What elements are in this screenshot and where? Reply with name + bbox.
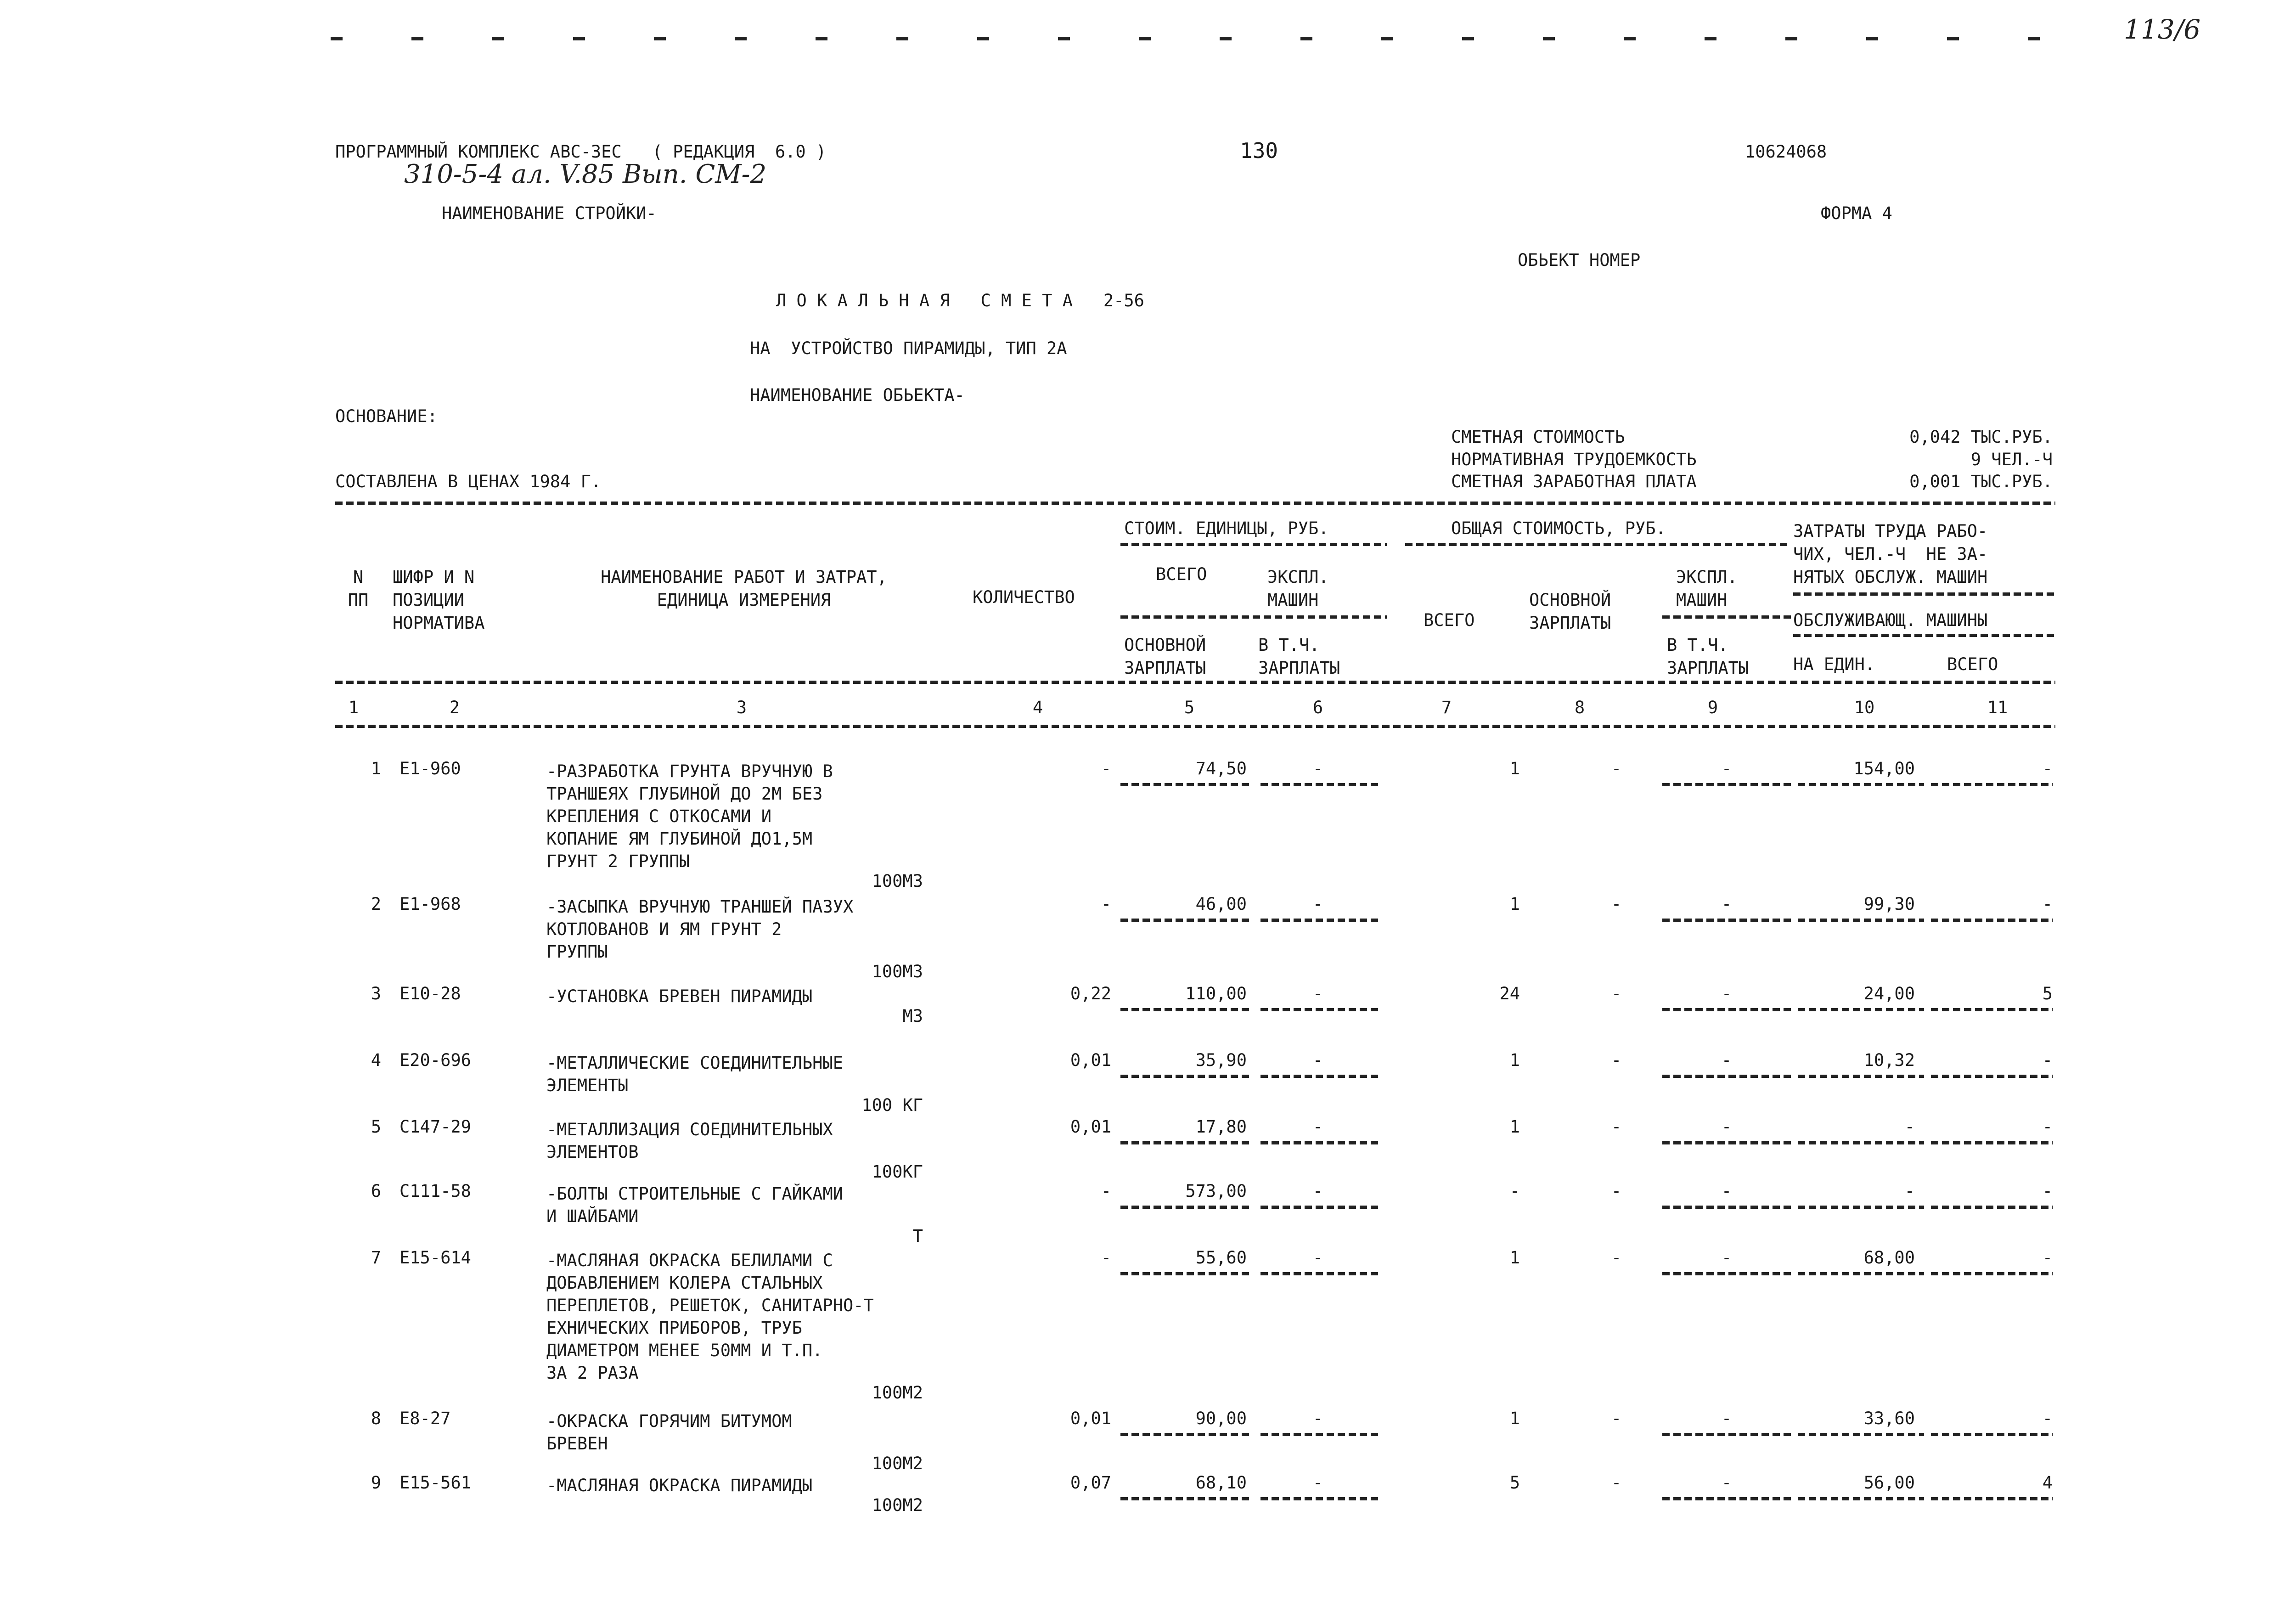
row-unit-total: 110,00 (1185, 984, 1247, 1003)
row-quantity: 0,07 (1070, 1473, 1111, 1493)
cell-divider (1662, 783, 1793, 786)
row-basic-salary: - (1611, 1409, 1622, 1428)
cell-divider (1662, 1075, 1793, 1078)
row-labor-total: - (2042, 1050, 2053, 1070)
row-total: 1 (1509, 1248, 1520, 1268)
cell-divider (1798, 783, 1924, 786)
row-total: 1 (1509, 894, 1520, 914)
document-code: 10624068 (1745, 142, 1827, 162)
row-labor-total: 4 (2042, 1473, 2053, 1493)
object-name-label: НАИМЕНОВАНИЕ ОБЬЕКТА- (750, 385, 965, 405)
row-machines: - (1721, 1409, 1732, 1428)
cell-divider (1662, 1008, 1793, 1011)
row-name: -ЗАСЫПКА ВРУЧНУЮ ТРАНШЕЙ ПАЗУХ КОТЛОВАНОВ И ЯМ ГРУНТ 2 ГРУППЫ (546, 897, 854, 962)
header-unit-machines: ЭКСПЛ. МАШИН (1267, 567, 1329, 610)
row-labor-total: - (2042, 759, 2053, 778)
row-labor-per-unit: - (1904, 1117, 1915, 1137)
row-labor-per-unit: 99,30 (1863, 894, 1915, 914)
cell-divider (1798, 1075, 1924, 1078)
row-unit-machines: - (1312, 984, 1323, 1003)
cell-divider (1798, 1008, 1924, 1011)
cell-divider (1931, 1141, 2053, 1144)
row-machines: - (1721, 1117, 1732, 1137)
row-quantity: - (1101, 759, 1111, 778)
row-name: -УСТАНОВКА БРЕВЕН ПИРАМИДЫ (546, 986, 813, 1006)
row-code: Е1-968 (400, 894, 461, 914)
summary-label: НОРМАТИВНАЯ ТРУДОЕМКОСТЬ (1451, 450, 1697, 469)
row-machines: - (1721, 984, 1732, 1003)
row-basic-salary: - (1611, 1248, 1622, 1268)
handwritten-id: 310-5-4 ал. V.85 Вып. СМ-2 (404, 159, 767, 189)
header-labor: ЗАТРАТЫ ТРУДА РАБО- ЧИХ, ЧЕЛ.-Ч НЕ ЗА- НЯТЫХ ОБСЛУЖ. МАШИН (1793, 521, 1988, 587)
column-number: 8 (1574, 698, 1585, 717)
cell-divider (1931, 1075, 2053, 1078)
cell-divider (1931, 1206, 2053, 1209)
row-unit: 100М3 (872, 871, 923, 891)
column-numbers-rule (335, 725, 2055, 728)
header-unit-total: ВСЕГО (1156, 564, 1207, 584)
row-unit-total: 90,00 (1195, 1409, 1247, 1428)
row-machines: - (1721, 894, 1732, 914)
row-unit: 100М3 (872, 962, 923, 981)
object-number-label: ОБЬЕКТ НОМЕР (1518, 250, 1641, 270)
header-rule (1120, 543, 1387, 546)
row-labor-total: - (2042, 1181, 2053, 1201)
cell-divider (1261, 1497, 1380, 1500)
row-unit: Т (912, 1226, 923, 1246)
cell-divider (1120, 1141, 1249, 1144)
cell-divider (1798, 1141, 1924, 1144)
cell-divider (1662, 1272, 1793, 1275)
row-machines: - (1721, 1050, 1732, 1070)
summary-label: СМЕТНАЯ СТОИМОСТЬ (1451, 427, 1625, 447)
header-incl-salary: В Т.Ч. ЗАРПЛАТЫ (1258, 635, 1340, 678)
estimate-subject: НА УСТРОЙСТВО ПИРАМИДЫ, ТИП 2А (750, 338, 1067, 358)
column-number: 5 (1184, 698, 1195, 717)
row-number: 6 (371, 1181, 381, 1201)
row-labor-total: - (2042, 1409, 2053, 1428)
row-labor-per-unit: 33,60 (1863, 1409, 1915, 1428)
row-quantity: 0,01 (1070, 1117, 1111, 1137)
row-number: 4 (371, 1050, 381, 1070)
cell-divider (1261, 1141, 1380, 1144)
row-machines: - (1721, 759, 1732, 778)
cell-divider (1931, 919, 2053, 922)
column-number: 7 (1441, 698, 1452, 717)
row-unit-total: 68,10 (1195, 1473, 1247, 1493)
cell-divider (1261, 919, 1380, 922)
row-unit-machines: - (1312, 1117, 1323, 1137)
row-number: 7 (371, 1248, 381, 1268)
cell-divider (1662, 1206, 1793, 1209)
cell-divider (1120, 1272, 1249, 1275)
row-total: 1 (1509, 1409, 1520, 1428)
header-rule (1405, 543, 1791, 546)
cell-divider (1798, 1272, 1924, 1275)
row-quantity: - (1101, 1248, 1111, 1268)
cell-divider (1261, 1433, 1380, 1436)
cell-divider (1662, 1141, 1793, 1144)
row-code: Е10-28 (400, 984, 461, 1003)
cell-divider (1662, 1497, 1793, 1500)
row-name: -РАЗРАБОТКА ГРУНТА ВРУЧНУЮ В ТРАНШЕЯХ ГЛУБИНОЙ ДО 2М БЕЗ КРЕПЛЕНИЯ С ОТКОСАМИ И КОПАНИЕ ЯМ ГЛУБИНОЙ ДО1,5М ГРУНТ 2 ГРУППЫ (546, 761, 833, 871)
row-unit: 100 КГ (861, 1095, 923, 1115)
cell-divider (1261, 1272, 1380, 1275)
cell-divider (1120, 1206, 1249, 1209)
row-unit: М3 (902, 1006, 923, 1026)
row-unit-total: 46,00 (1195, 894, 1247, 914)
row-unit-total: 74,50 (1195, 759, 1247, 778)
row-unit-total: 35,90 (1195, 1050, 1247, 1070)
row-unit-total: 17,80 (1195, 1117, 1247, 1137)
cell-divider (1120, 783, 1249, 786)
row-code: С147-29 (400, 1117, 471, 1137)
cell-divider (1261, 1075, 1380, 1078)
row-quantity: - (1101, 1181, 1111, 1201)
summary-value: 9 ЧЕЛ.-Ч (1970, 450, 2053, 469)
header-machines-2: ЭКСПЛ. МАШИН (1676, 567, 1738, 610)
column-number: 10 (1854, 698, 1875, 717)
row-labor-total: - (2042, 894, 2053, 914)
header-name: НАИМЕНОВАНИЕ РАБОТ И ЗАТРАТ, ЕДИНИЦА ИЗМЕРЕНИЯ (601, 567, 887, 610)
header-unit-cost: СТОИМ. ЕДИНИЦЫ, РУБ. (1124, 519, 1329, 538)
row-number: 5 (371, 1117, 381, 1137)
row-quantity: - (1101, 894, 1111, 914)
row-unit-machines: - (1312, 1050, 1323, 1070)
summary-value: 0,042 ТЫС.РУБ. (1909, 427, 2053, 447)
cell-divider (1798, 1433, 1924, 1436)
program-title: ПРОГРАММНЫЙ КОМПЛЕКС АВС-3ЕС ( РЕДАКЦИЯ 6.0 ) (335, 142, 827, 162)
row-number: 9 (371, 1473, 381, 1493)
cell-divider (1931, 1433, 2053, 1436)
row-quantity: 0,01 (1070, 1050, 1111, 1070)
row-labor-per-unit: 56,00 (1863, 1473, 1915, 1493)
header-rule (1120, 615, 1387, 619)
row-name: -МАСЛЯНАЯ ОКРАСКА БЕЛИЛАМИ С ДОБАВЛЕНИЕМ КОЛЕРА СТАЛЬНЫХ ПЕРЕПЛЕТОВ, РЕШЕТОК, САНИТАРНО-Т ЕХНИЧЕСКИХ ПРИБОРОВ, ТРУБ ДИАМЕТРОМ МЕНЕЕ 50ММ И Т.П. ЗА 2 РАЗА (546, 1251, 874, 1383)
construction-name-label: НАИМЕНОВАНИЕ СТРОЙКИ- (442, 203, 657, 223)
row-unit-machines: - (1312, 1473, 1323, 1493)
row-quantity: 0,22 (1070, 984, 1111, 1003)
row-basic-salary: - (1611, 894, 1622, 914)
header-serving: ОБСЛУЖИВАЮЩ. МАШИНЫ (1793, 610, 1988, 630)
top-dash-row (331, 37, 2048, 40)
prices-note: СОСТАВЛЕНА В ЦЕНАХ 1984 Г. (335, 472, 602, 491)
row-labor-per-unit: 154,00 (1853, 759, 1915, 778)
summary-label: СМЕТНАЯ ЗАРАБОТНАЯ ПЛАТА (1451, 472, 1697, 491)
header-total-cost: ОБЩАЯ СТОИМОСТЬ, РУБ. (1451, 519, 1666, 538)
form-label: ФОРМА 4 (1821, 203, 1892, 223)
row-name: -МЕТАЛЛИЗАЦИЯ СОЕДИНИТЕЛЬНЫХ ЭЛЕМЕНТОВ (546, 1120, 833, 1162)
cell-divider (1662, 919, 1793, 922)
column-number: 3 (736, 698, 747, 717)
row-total: - (1509, 1181, 1520, 1201)
row-total: 1 (1509, 1050, 1520, 1070)
cell-divider (1120, 919, 1249, 922)
row-labor-per-unit: 24,00 (1863, 984, 1915, 1003)
page-note: 113/6 (2124, 14, 2201, 45)
header-total-all: ВСЕГО (1424, 610, 1475, 630)
row-labor-per-unit: 10,32 (1863, 1050, 1915, 1070)
column-number: 2 (449, 698, 460, 717)
header-n: N ПП (348, 567, 369, 610)
header-all: ВСЕГО (1947, 654, 1998, 674)
column-number: 1 (348, 698, 359, 717)
row-quantity: 0,01 (1070, 1409, 1111, 1428)
row-basic-salary: - (1611, 1050, 1622, 1070)
header-base-salary: ОСНОВНОЙ ЗАРПЛАТЫ (1124, 635, 1206, 678)
column-number: 9 (1707, 698, 1718, 717)
row-number: 3 (371, 984, 381, 1003)
basis-label: ОСНОВАНИЕ: (335, 406, 438, 426)
cell-divider (1261, 1008, 1380, 1011)
header-basic-salary: ОСНОВНОЙ ЗАРПЛАТЫ (1529, 590, 1611, 633)
row-unit-machines: - (1312, 1409, 1323, 1428)
row-name: -МЕТАЛЛИЧЕСКИЕ СОЕДИНИТЕЛЬНЫЕ ЭЛЕМЕНТЫ (546, 1053, 844, 1095)
row-unit-machines: - (1312, 894, 1323, 914)
column-number: 4 (1032, 698, 1043, 717)
row-labor-total: - (2042, 1117, 2053, 1137)
row-machines: - (1721, 1473, 1732, 1493)
row-number: 8 (371, 1409, 381, 1428)
row-machines: - (1721, 1181, 1732, 1201)
table-top-rule (335, 502, 2055, 505)
row-code: Е15-614 (400, 1248, 471, 1268)
cell-divider (1931, 1272, 2053, 1275)
row-basic-salary: - (1611, 759, 1622, 778)
row-unit-total: 55,60 (1195, 1248, 1247, 1268)
cell-divider (1120, 1008, 1249, 1011)
row-unit: 100М2 (872, 1454, 923, 1473)
cell-divider (1931, 1497, 2053, 1500)
summary-value: 0,001 ТЫС.РУБ. (1909, 472, 2053, 491)
row-total: 1 (1509, 1117, 1520, 1137)
cell-divider (1261, 1206, 1380, 1209)
cell-divider (1798, 919, 1924, 922)
row-labor-per-unit: - (1904, 1181, 1915, 1201)
cell-divider (1931, 783, 2053, 786)
row-basic-salary: - (1611, 1181, 1622, 1201)
row-unit-machines: - (1312, 1248, 1323, 1268)
row-basic-salary: - (1611, 984, 1622, 1003)
row-name: -БОЛТЫ СТРОИТЕЛЬНЫЕ С ГАЙКАМИ И ШАЙБАМИ (546, 1184, 844, 1226)
row-total: 5 (1509, 1473, 1520, 1493)
table-header-rule (335, 681, 2055, 684)
row-code: Е8-27 (400, 1409, 451, 1428)
row-labor-total: - (2042, 1248, 2053, 1268)
row-unit: 100М2 (872, 1383, 923, 1403)
row-unit: 100М2 (872, 1495, 923, 1515)
row-code: Е20-696 (400, 1050, 471, 1070)
cell-divider (1120, 1075, 1249, 1078)
row-total: 1 (1509, 759, 1520, 778)
cell-divider (1261, 783, 1380, 786)
row-code: Е15-561 (400, 1473, 471, 1493)
cell-divider (1120, 1497, 1249, 1500)
page-number: 130 (1240, 138, 1278, 163)
row-unit: 100КГ (872, 1162, 923, 1182)
cell-divider (1798, 1206, 1924, 1209)
row-number: 1 (371, 759, 381, 778)
row-number: 2 (371, 894, 381, 914)
header-code: ШИФР И N ПОЗИЦИИ НОРМАТИВА (393, 567, 485, 633)
row-unit-total: 573,00 (1185, 1181, 1247, 1201)
row-name: -МАСЛЯНАЯ ОКРАСКА ПИРАМИДЫ (546, 1476, 813, 1495)
header-rule (1793, 592, 2055, 596)
column-number: 11 (1987, 698, 2008, 717)
estimate-title: Л О К А Л Ь Н А Я С М Е Т А 2-56 (776, 291, 1144, 310)
row-basic-salary: - (1611, 1473, 1622, 1493)
header-qty: КОЛИЧЕСТВО (973, 587, 1075, 607)
row-unit-machines: - (1312, 1181, 1323, 1201)
column-number: 6 (1312, 698, 1323, 717)
row-name: -ОКРАСКА ГОРЯЧИМ БИТУМОМ БРЕВЕН (546, 1411, 792, 1454)
row-code: С111-58 (400, 1181, 471, 1201)
row-labor-per-unit: 68,00 (1863, 1248, 1915, 1268)
header-rule (1793, 634, 2055, 637)
row-unit-machines: - (1312, 759, 1323, 778)
row-total: 24 (1499, 984, 1520, 1003)
row-labor-total: 5 (2042, 984, 2053, 1003)
cell-divider (1931, 1008, 2053, 1011)
cell-divider (1120, 1433, 1249, 1436)
header-per-unit: НА ЕДИН. (1793, 654, 1875, 674)
header-incl-salary-2: В Т.Ч. ЗАРПЛАТЫ (1667, 635, 1749, 678)
row-basic-salary: - (1611, 1117, 1622, 1137)
row-machines: - (1721, 1248, 1732, 1268)
cell-divider (1798, 1497, 1924, 1500)
row-code: Е1-960 (400, 759, 461, 778)
cell-divider (1662, 1433, 1793, 1436)
header-rule (1662, 615, 1791, 619)
